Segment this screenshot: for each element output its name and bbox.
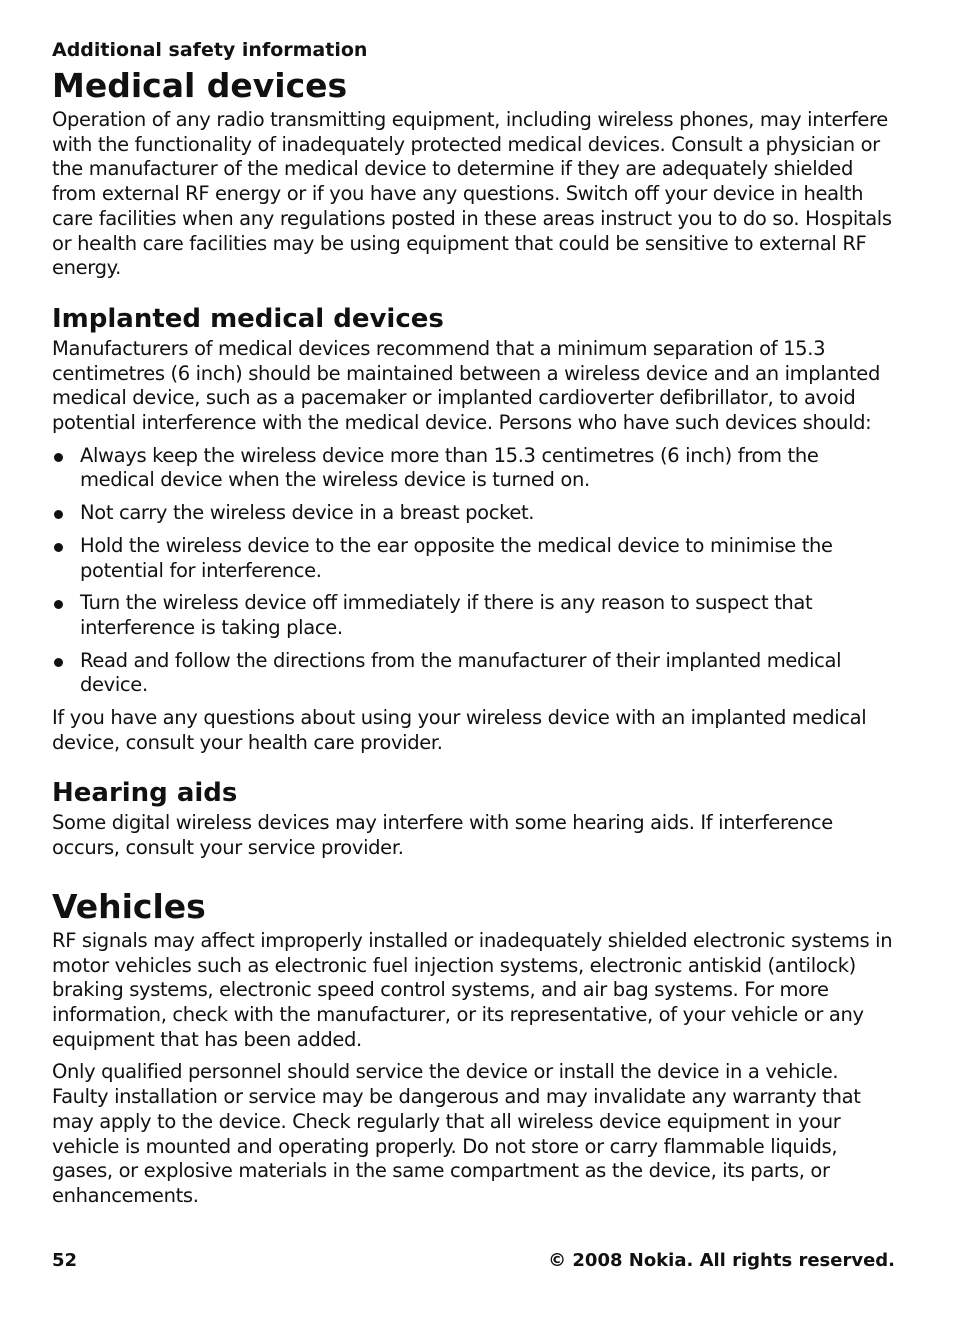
subsection-title-hearing-aids: Hearing aids — [52, 778, 238, 809]
list-item-text: Hold the wireless device to the ear opposite the medical device to minimise the potential for interference. — [80, 533, 833, 582]
list-item — [52, 534, 898, 583]
list-item — [52, 649, 898, 698]
paragraph-medical-devices: Operation of any radio transmitting equipment, including wireless phones, may interfere with the functionality of inadequately protected medical devices. Consult a physician or the manufacturer of the medical device to determine if they are adequately shielded from external RF energy or if you have any questions. Switch off your device in health care facilities when any regulations posted in these areas instruct you to do so. Hospitals or health care facilities may be using equipment that could be sensitive to external RF energy. — [52, 108, 892, 280]
list-item-text: Not carry the wireless device in a breast pocket. — [80, 501, 535, 525]
list-item — [52, 444, 898, 493]
paragraph-implanted-outro: If you have any questions about using your wireless device with an implanted medical device, consult your health care provider. — [52, 706, 867, 754]
paragraph-vehicles-2: Only qualified personnel should service the device or install the device in a vehicle. Faulty installation or service may be dangerous and may invalidate any warranty that may apply to the device. Check regularly that all wireless device equipment in your vehicle is mounted and operating properly. Do not store or carry flammable liquids, gases, or explosive materials in the same compartment as the device, its parts, or enhancements. — [52, 1060, 861, 1207]
page-number: 52 — [52, 1250, 78, 1271]
bullet-dot-icon — [54, 600, 63, 609]
section-title-medical-devices: Medical devices — [52, 66, 348, 105]
paragraph-hearing-aids: Some digital wireless devices may interfere with some hearing aids. If interference occurs, consult your service provider. — [52, 811, 833, 860]
paragraph-implanted-intro: Manufacturers of medical devices recommend that a minimum separation of 15.3 centimetres (6 inch) should be maintained between a wireless device and an implanted medical device, such as a pacemaker or implanted cardioverter defibrillator, to avoid potential interference with the medical device. Persons who have such devices should: — [52, 336, 880, 435]
list-item — [52, 591, 898, 640]
copyright-notice: © 2008 Nokia. All rights reserved. — [548, 1250, 895, 1271]
document-page — [52, 36, 898, 1209]
bullet-list-implanted — [52, 444, 898, 698]
list-item-text: Turn the wireless device off immediately if there is any reason to suspect that interference is taking place. — [80, 591, 813, 639]
list-item-text: Always keep the wireless device more than 15.3 centimetres (6 inch) from the medical device when the wireless device is turned on. — [80, 443, 819, 492]
page-footer — [52, 1247, 895, 1275]
running-header: Additional safety information — [52, 39, 368, 61]
list-item — [52, 501, 898, 526]
subsection-title-implanted-medical-devices: Implanted medical devices — [52, 303, 444, 334]
paragraph-vehicles-1: RF signals may affect improperly installed or inadequately shielded electronic systems in motor vehicles such as electronic fuel injection systems, electronic antiskid (antilock) braking systems, electronic speed control systems, and air bag systems. For more information, check with the manufacturer, or its representative, of your vehicle or any equipment that has been added. — [52, 928, 893, 1051]
bullet-dot-icon — [54, 510, 63, 519]
list-item-text: Read and follow the directions from the manufacturer of their implanted medical device. — [80, 648, 842, 697]
section-title-vehicles: Vehicles — [52, 886, 206, 926]
bullet-dot-icon — [54, 543, 63, 552]
bullet-dot-icon — [54, 658, 63, 667]
bullet-dot-icon — [54, 453, 63, 462]
